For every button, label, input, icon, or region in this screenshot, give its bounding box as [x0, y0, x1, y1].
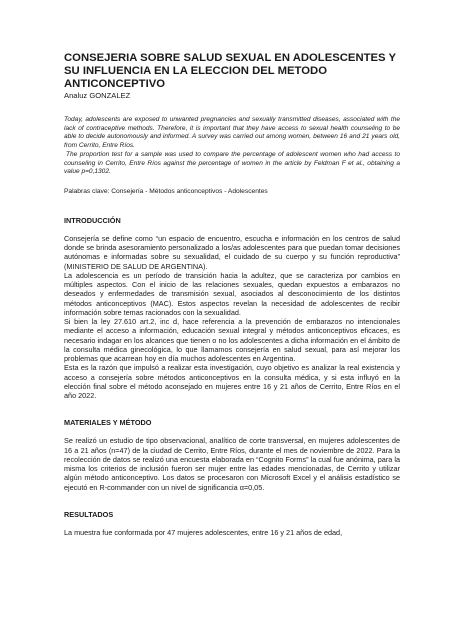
body-paragraph: Consejería se define como “un espacio de encuentro, escucha e información en los centros de salud donde se brinda asesoramiento personalizado a los/as adolescentes para que puedan tomar decisiones autónomas e informadas sobre su sexualidad, el cuidado de su cuerpo y su función reproductiva” (MINISTERIO DE SALUD DE ARGENTINA).: [64, 233, 400, 271]
section-body-introduccion: [64, 234, 400, 401]
abstract-paragraph: Today, adolescents are exposed to unwanted pregnancies and sexually transmitted diseases, associated with the lack of contraceptive methods. Therefore, it is important that they have access to sexual health counseling to be able to decide autonomously and informed. A survey was carried out among women, between 16 and 21 years old, from Cerrito, Entre Ríos.: [64, 116, 400, 150]
body-paragraph: La adolescencia es un período de transición hacia la adultez, que se caracteriza por cambios en múltiples aspectos. Con el inicio de las relaciones sexuales, quedan expuestos a embarazos no deseados y enfermedades de transmisión sexual, asociados al desconocimiento de los distintos métodos anticonceptivos (MAC). Estos aspectos revelan la necesidad de adolescentes de recibir información sobre temas racionados con la sexualidad.: [64, 270, 400, 317]
paper-title: CONSEJERIA SOBRE SALUD SEXUAL EN ADOLESCENTES Y SU INFLUENCIA EN LA ELECCION DEL METODO ANTICONCEPTIVO: [64, 52, 396, 90]
author-name: Analuz GONZALEZ: [64, 91, 131, 100]
abstract: [64, 116, 400, 177]
section-heading-resultados: RESULTADOS: [64, 509, 114, 519]
body-paragraph: Si bien la ley 27.610 art.2, inc d, hace referencia a la prevención de embarazos no intencionales mediante el acceso a información, educación sexual integral y métodos anticonceptivos eficaces, es necesario indagar en los alcances que tienen o no los adolescentes a dicha información en el ámbito de la consulta médica ginecológica, lo que llamamos consejería en salud sexual, para así mejorar los problemas que acarrean hoy en día muchos adolescentes en Argentina.: [64, 317, 400, 364]
section-heading-introduccion: INTRODUCCIÓN: [64, 215, 121, 225]
body-paragraph: Se realizó un estudio de tipo observacional, analítico de corte transversal, en mujeres adolescentes de 16 a 21 años (n=47) de la ciudad de Cerrito, Entre Ríos, durante el mes de noviembre de 2022. Para la recolección de datos se realizó una encuesta elaborada en “Cognito Forms” la cual fue anónima, para la misma los criterios de inclusión fueron ser mujer entre las edades mencionadas, de Cerrito y utilizar algún método anticonceptivo. Los datos se procesaron con Microsoft Excel y el análisis estadístico se ejecutó en R-commander con un nivel de significancia α=0,05.: [64, 436, 400, 492]
section-body-resultados: [64, 528, 400, 537]
keywords: Palabras clave: Consejería - Métodos anticonceptivos - Adolescentes: [64, 187, 268, 195]
body-paragraph: La muestra fue conformada por 47 mujeres adolescentes, entre 16 y 21 años de edad,: [64, 527, 343, 537]
section-body-materiales: [64, 436, 400, 492]
section-heading-materiales: MATERIALES Y MÉTODO: [64, 418, 152, 428]
abstract-paragraph: The proportion test for a sample was used to compare the percentage of adolescent women who had access to counseling in Cerrito, Entre Ríos against the percentage of women in the article by Feldman F et al., obtaining a value p=0,1302.: [64, 150, 400, 176]
body-paragraph: Esta es la razón que impulsó a realizar esta investigación, cuyo objetivo es analizar la real existencia y acceso a consejería sobre métodos anticonceptivos en la consulta médica, y si esta influyó en la elección final sobre el método aconsejado en mujeres entre 16 y 21 años de Cerrito, Entre Ríos en el año 2022.: [64, 363, 400, 401]
paper-page: [64, 52, 400, 537]
